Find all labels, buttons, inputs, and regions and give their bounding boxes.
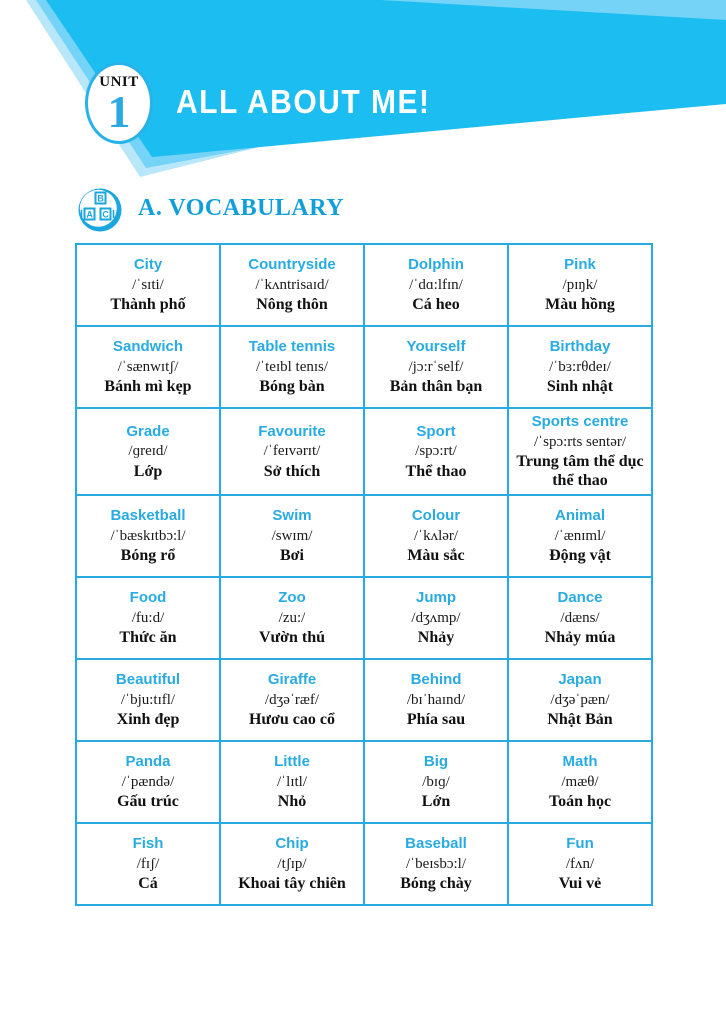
vocab-cell (220, 326, 364, 408)
vocab-cell (364, 408, 508, 495)
vocab-cell (76, 577, 220, 659)
vocab-row (76, 741, 652, 823)
vocab-ipa: /fɪʃ/ (136, 856, 160, 873)
vocab-translation: Bóng chày (400, 875, 472, 893)
vocab-word: Sport (416, 422, 456, 440)
vocab-ipa: /dæns/ (560, 610, 600, 627)
vocab-word: Sports centre (531, 413, 629, 430)
vocab-word: Grade (126, 422, 170, 440)
vocab-translation: Bóng rổ (120, 547, 176, 565)
svg-text:B: B (97, 193, 104, 204)
vocab-row (76, 408, 652, 495)
vocab-ipa: /zu:/ (278, 610, 306, 627)
vocab-ipa: /ˈkʌlər/ (413, 528, 459, 545)
vocab-word: Food (129, 589, 167, 607)
vocab-cell (508, 659, 652, 741)
vocab-cell (364, 577, 508, 659)
section-title: A. VOCABULARY (138, 194, 345, 221)
vocab-ipa: /ˈbju:tɪfl/ (120, 692, 176, 709)
vocab-ipa: /pɪŋk/ (562, 276, 598, 293)
vocab-cell (220, 244, 364, 326)
vocab-translation: Nhảy (417, 629, 455, 647)
vocab-ipa: /ɡreɪd/ (128, 443, 168, 460)
vocab-ipa: /ˈænɪml/ (554, 528, 606, 545)
vocab-ipa: /swɪm/ (271, 528, 313, 545)
vocab-translation: Vui vẻ (558, 875, 602, 893)
vocab-word: Animal (554, 507, 605, 525)
vocab-row (76, 823, 652, 905)
vocab-word: Giraffe (267, 671, 317, 689)
vocab-ipa: /ˈdɑ:lfɪn/ (409, 276, 463, 293)
vocab-ipa: /ˈpændə/ (121, 774, 175, 791)
vocab-translation: Sinh nhật (546, 377, 614, 395)
vocab-word: Colour (411, 507, 461, 525)
vocab-translation: Sở thích (263, 462, 321, 480)
vocab-ipa: /ˈsɪti/ (132, 276, 164, 293)
vocab-ipa: /jɔ:rˈself/ (408, 358, 464, 375)
vocab-translation: Toán học (548, 793, 612, 811)
vocab-word: Baseball (405, 835, 467, 853)
vocab-cell (76, 659, 220, 741)
vocab-word: Math (562, 753, 598, 771)
vocab-row (76, 495, 652, 577)
vocab-translation: Màu hồng (545, 295, 615, 313)
vocab-ipa: /ˈbæskɪtbɔ:l/ (110, 528, 186, 545)
vocab-ipa: /dʒəˈpæn/ (550, 692, 610, 709)
vocab-word: Table tennis (248, 337, 336, 355)
vocab-word: Jump (415, 589, 456, 607)
vocab-word: Dolphin (408, 255, 464, 273)
vocab-cell (220, 495, 364, 577)
vocab-translation: Phía sau (406, 711, 466, 729)
vocab-ipa: /ˈbɜ:rθdeɪ/ (549, 358, 611, 375)
vocab-translation: Thể thao (405, 462, 467, 480)
vocab-row (76, 577, 652, 659)
abc-blocks-icon (76, 186, 124, 234)
vocab-translation: Khoai tây chiên (238, 875, 346, 893)
vocab-translation: Lớn (421, 793, 451, 811)
vocab-translation: Trung tâm thể dục thể thao (516, 453, 644, 490)
vocab-ipa: /dʒəˈræf/ (264, 692, 320, 709)
vocab-cell (508, 741, 652, 823)
vocab-word: City (133, 255, 163, 273)
vocab-translation: Cá heo (412, 295, 460, 313)
vocab-ipa: /bɪˈhaɪnd/ (406, 692, 466, 709)
vocab-translation: Nhật Bản (547, 711, 613, 729)
vocab-word: Beautiful (115, 671, 181, 689)
svg-text:C: C (102, 209, 109, 220)
unit-banner (0, 0, 726, 190)
vocab-cell (508, 823, 652, 905)
vocab-word: Sandwich (112, 337, 183, 355)
vocab-ipa: /mæθ/ (561, 774, 599, 791)
vocab-word: Swim (272, 507, 312, 525)
unit-number: 1 (107, 85, 131, 137)
vocab-ipa: /dʒʌmp/ (411, 610, 461, 627)
svg-text:A: A (86, 209, 93, 220)
vocab-translation: Hươu cao cổ (248, 711, 335, 729)
vocab-word: Countryside (248, 255, 336, 273)
vocab-translation: Thức ăn (119, 629, 177, 647)
vocab-translation: Xinh đẹp (116, 711, 180, 729)
vocab-translation: Nông thôn (256, 295, 328, 313)
vocab-row (76, 659, 652, 741)
vocab-cell (364, 659, 508, 741)
vocab-translation: Vườn thú (258, 629, 326, 647)
vocab-cell (364, 495, 508, 577)
vocab-cell (220, 823, 364, 905)
vocab-word: Chip (275, 835, 309, 853)
vocab-cell (220, 577, 364, 659)
vocab-ipa: /tʃɪp/ (277, 856, 307, 873)
vocab-word: Birthday (549, 337, 611, 355)
vocab-cell (220, 741, 364, 823)
vocab-translation: Bánh mì kẹp (104, 377, 192, 395)
vocab-ipa: /fʌn/ (565, 856, 595, 873)
unit-badge (85, 62, 153, 144)
vocab-cell (364, 823, 508, 905)
vocab-translation: Gấu trúc (117, 793, 179, 811)
vocab-cell (508, 244, 652, 326)
vocab-translation: Thành phố (110, 295, 186, 313)
vocab-translation: Động vật (549, 547, 611, 565)
vocab-ipa: /ˈteɪbl tenɪs/ (255, 358, 329, 375)
vocab-ipa: /ˈkʌntrisaɪd/ (255, 276, 329, 293)
vocab-translation: Bóng bàn (259, 377, 325, 395)
vocab-ipa: /ˈsænwɪtʃ/ (117, 358, 179, 375)
vocab-word: Big (423, 753, 449, 771)
vocab-word: Behind (410, 671, 462, 689)
vocab-cell (364, 326, 508, 408)
vocab-word: Favourite (258, 422, 326, 440)
vocab-word: Fish (132, 835, 164, 853)
vocab-cell (508, 577, 652, 659)
unit-title: ALL ABOUT ME! (176, 84, 431, 121)
vocabulary-table (75, 243, 653, 906)
vocab-word: Panda (125, 753, 171, 771)
vocab-word: Zoo (278, 589, 306, 607)
vocab-cell (508, 495, 652, 577)
vocab-translation: Nhỏ (277, 793, 307, 811)
vocab-translation: Lớp (133, 462, 163, 480)
vocab-ipa: /bɪɡ/ (422, 774, 450, 791)
vocab-cell (364, 244, 508, 326)
vocab-cell (76, 741, 220, 823)
vocab-word: Basketball (110, 507, 186, 525)
vocab-word: Dance (557, 589, 603, 607)
unit-label: UNIT (99, 73, 139, 90)
section-header (76, 186, 344, 234)
vocab-cell (220, 659, 364, 741)
vocab-word: Yourself (406, 337, 466, 355)
vocab-word: Pink (564, 255, 596, 273)
vocab-translation: Cá (138, 875, 158, 893)
vocab-translation: Màu sắc (407, 547, 465, 565)
vocab-cell (76, 823, 220, 905)
vocab-ipa: /ˈspɔ:rts sentər/ (533, 433, 627, 450)
vocab-ipa: /fu:d/ (131, 610, 165, 627)
vocab-ipa: /ˈfeɪvərɪt/ (263, 443, 321, 460)
vocab-translation: Bản thân bạn (389, 377, 483, 395)
vocab-cell (220, 408, 364, 495)
vocab-word: Fun (566, 835, 594, 853)
vocab-cell (508, 326, 652, 408)
vocab-translation: Bơi (280, 547, 304, 565)
vocab-ipa: /ˈbeɪsbɔ:l/ (406, 856, 466, 873)
vocab-cell (76, 408, 220, 495)
vocab-ipa: /spɔ:rt/ (415, 443, 457, 460)
vocab-cell (76, 244, 220, 326)
vocab-cell (76, 495, 220, 577)
vocab-cell (364, 741, 508, 823)
vocab-cell (76, 326, 220, 408)
vocab-ipa: /ˈlɪtl/ (277, 774, 307, 791)
vocab-row (76, 326, 652, 408)
vocab-row (76, 244, 652, 326)
vocab-cell (508, 408, 652, 495)
vocab-word: Japan (558, 671, 602, 689)
vocab-word: Little (274, 753, 310, 771)
vocab-translation: Nhảy múa (544, 629, 616, 647)
